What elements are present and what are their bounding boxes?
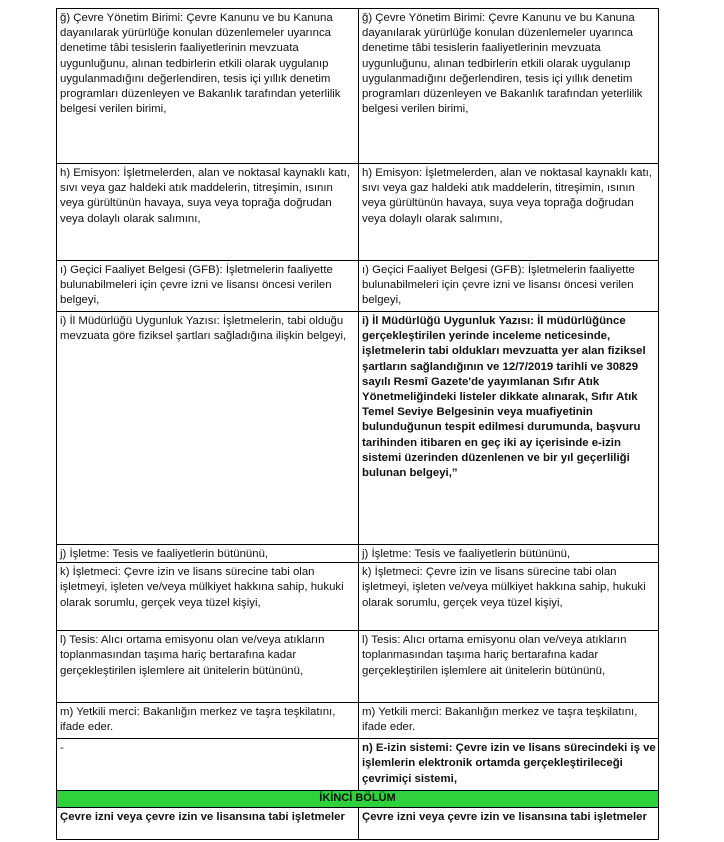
current-text-cell: k) İşletmeci: Çevre izin ve lisans sürecine tabi olan işletmeyi, işleten ve/veya mülkiyet hakkına sahip, hukuki olarak sorumlu, gerçek veya tüzel kişiyi,	[57, 563, 359, 631]
amended-text-cell: i) İl Müdürlüğü Uygunluk Yazısı: İl müdürlüğünce gerçekleştirilen yerinde inceleme neticesinde, işletmelerin tabi oldukları mevzuatta yer alan fiziksel şartların sağlandığının ve 12/7/2019 tarihli ve 30829 sayılı Resmî Gazete'de yayımlanan Sıfır Atık Yönetmeliğindeki listeler dikkate alınarak, Sıfır Atık Temel Seviye Belgesinin veya muafiyetinin bulunduğunun tespit edilmesi durumunda, başvuru tarihinden itibaren en geç iki ay içerisinde e-izin sistemi üzerinden düzenlenen ve bir yıl geçerliliği bulunan belgeyi,”	[359, 312, 659, 545]
table-row	[57, 164, 659, 261]
current-text-cell: j) İşletme: Tesis ve faaliyetlerin bütününü,	[57, 545, 359, 563]
current-heading-cell: Çevre izni veya çevre izin ve lisansına tabi işletmeler	[57, 808, 359, 840]
table-row	[57, 808, 659, 840]
current-text-cell: m) Yetkili merci: Bakanlığın merkez ve taşra teşkilatını, ifade eder.	[57, 703, 359, 739]
table-row	[57, 631, 659, 703]
table-row	[57, 563, 659, 631]
table-row	[57, 739, 659, 791]
proposed-text-cell: j) İşletme: Tesis ve faaliyetlerin bütününü,	[359, 545, 659, 563]
proposed-text-cell: h) Emisyon: İşletmelerden, alan ve noktasal kaynaklı katı, sıvı veya gaz haldeki atık maddelerin, titreşimin, ısının veya gürültünün havaya, suya veya toprağa doğrudan veya dolaylı olarak salımını,	[359, 164, 659, 261]
proposed-text-cell: l) Tesis: Alıcı ortama emisyonu olan ve/veya atıkların toplanmasından taşıma hariç bertarafına kadar gerçekleştirilen işlemlere ait ünitelerin bütününü,	[359, 631, 659, 703]
current-text-cell: ğ) Çevre Yönetim Birimi: Çevre Kanunu ve bu Kanuna dayanılarak yürürlüğe konulan düzenlemeler uyarınca denetime tâbi tesislerin faaliyetlerinin mevzuata uygunluğunu, alınan tedbirlerin etkili olarak uygulanıp uygulanmadığını değerlendiren, tesis içi yıllık denetim programları düzenleyen ve Bakanlık tarafından yeterlilik belgesi verilen birimi,	[57, 9, 359, 164]
table-row	[57, 312, 659, 545]
proposed-text-cell: k) İşletmeci: Çevre izin ve lisans sürecine tabi olan işletmeyi, işleten ve/veya mülkiyet hakkına sahip, hukuki olarak sorumlu, gerçek veya tüzel kişiyi,	[359, 563, 659, 631]
section-heading-row	[57, 791, 659, 808]
comparison-table	[56, 8, 659, 840]
proposed-heading-cell: Çevre izni veya çevre izin ve lisansına tabi işletmeler	[359, 808, 659, 840]
new-text-cell: n) E-izin sistemi: Çevre izin ve lisans sürecindeki iş ve işlemlerin elektronik ortamda gerçekleştirileceği çevrimiçi sistemi,	[359, 739, 659, 791]
table-row	[57, 9, 659, 164]
current-text-cell: -	[57, 739, 359, 791]
proposed-text-cell: m) Yetkili merci: Bakanlığın merkez ve taşra teşkilatını, ifade eder.	[359, 703, 659, 739]
table-row	[57, 703, 659, 739]
current-text-cell: h) Emisyon: İşletmelerden, alan ve noktasal kaynaklı katı, sıvı veya gaz haldeki atık maddelerin, titreşimin, ısının veya gürültünün havaya, suya veya toprağa doğrudan veya dolaylı olarak salımını,	[57, 164, 359, 261]
current-text-cell: ı) Geçici Faaliyet Belgesi (GFB): İşletmelerin faaliyette bulunabilmeleri için çevre izni ve lisansı öncesi verilen belgeyi,	[57, 261, 359, 312]
table-row	[57, 545, 659, 563]
current-text-cell: i) İl Müdürlüğü Uygunluk Yazısı: İşletmelerin, tabi olduğu mevzuata göre fiziksel şartları sağladığına ilişkin belgeyi,	[57, 312, 359, 545]
table-row	[57, 261, 659, 312]
proposed-text-cell: ğ) Çevre Yönetim Birimi: Çevre Kanunu ve bu Kanuna dayanılarak yürürlüğe konulan düzenlemeler uyarınca denetime tâbi tesislerin faaliyetlerinin mevzuata uygunluğunu, alınan tedbirlerin etkili olarak uygulanıp uygulanmadığını değerlendiren, tesis içi yıllık denetim programları düzenleyen ve Bakanlık tarafından yeterlilik belgesi verilen birimi,	[359, 9, 659, 164]
section-heading: İKİNCİ BÖLÜM	[57, 791, 659, 808]
current-text-cell: l) Tesis: Alıcı ortama emisyonu olan ve/veya atıkların toplanmasından taşıma hariç bertarafına kadar gerçekleştirilen işlemlere ait ünitelerin bütününü,	[57, 631, 359, 703]
proposed-text-cell: ı) Geçici Faaliyet Belgesi (GFB): İşletmelerin faaliyette bulunabilmeleri için çevre izni ve lisansı öncesi verilen belgeyi,	[359, 261, 659, 312]
